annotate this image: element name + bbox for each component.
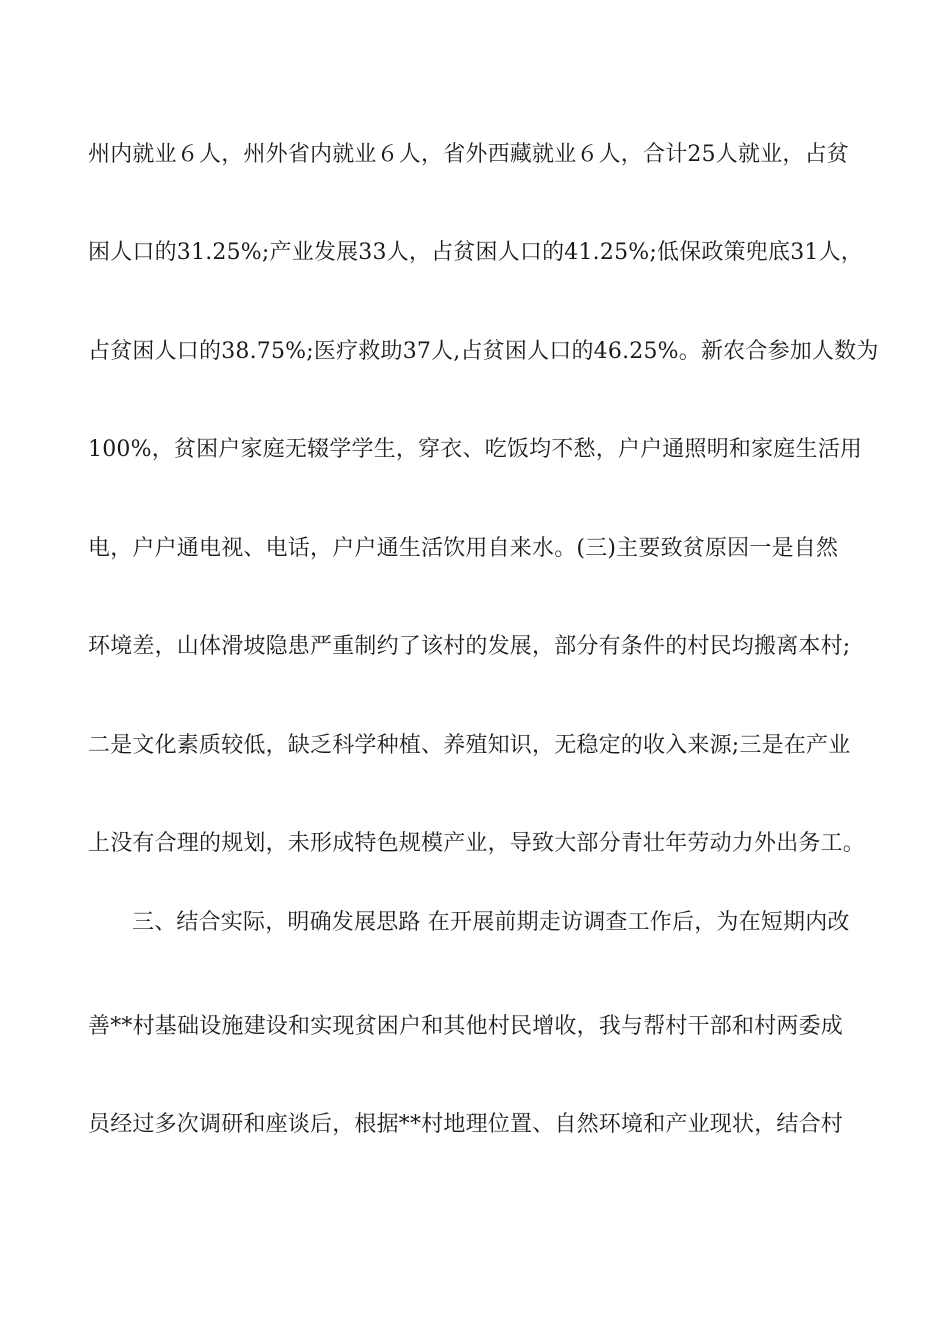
text-line-3: 占贫困人口的38.75%;医疗救助37人,占贫困人口的46.25%。新农合参加人数为 (88, 339, 879, 364)
text-line-7: 二是文化素质较低，缺乏科学种植、养殖知识，无稳定的收入来源;三是在产业 (88, 733, 851, 758)
text-line-5: 电，户户通电视、电话，户户通生活饮用自来水。(三)主要致贫原因一是自然 (88, 536, 839, 561)
text-line-2: 困人口的31.25%;产业发展33人，占贫困人口的41.25%;低保政策兜底31人， (88, 240, 863, 265)
text-line-8: 上没有合理的规划，未形成特色规模产业，导致大部分青壮年劳动力外出务工。 (88, 831, 866, 856)
text-line-10: 善**村基础设施建设和实现贫困户和其他村民增收，我与帮村干部和村两委成 (88, 1014, 844, 1039)
text-line-6: 环境差，山体滑坡隐患严重制约了该村的发展，部分有条件的村民均搬离本村; (88, 634, 851, 659)
text-line-1: 州内就业６人，州外省内就业６人，省外西藏就业６人，合计25人就业，占贫 (88, 142, 849, 167)
text-line-11: 员经过多次调研和座谈后，根据**村地理位置、自然环境和产业现状，结合村 (88, 1112, 844, 1137)
text-line-4: 100%，贫困户家庭无辍学学生，穿衣、吃饭均不愁，户户通照明和家庭生活用 (88, 437, 863, 462)
section-heading-line: 三、结合实际，明确发展思路 在开展前期走访调查工作后，为在短期内改 (132, 910, 850, 935)
